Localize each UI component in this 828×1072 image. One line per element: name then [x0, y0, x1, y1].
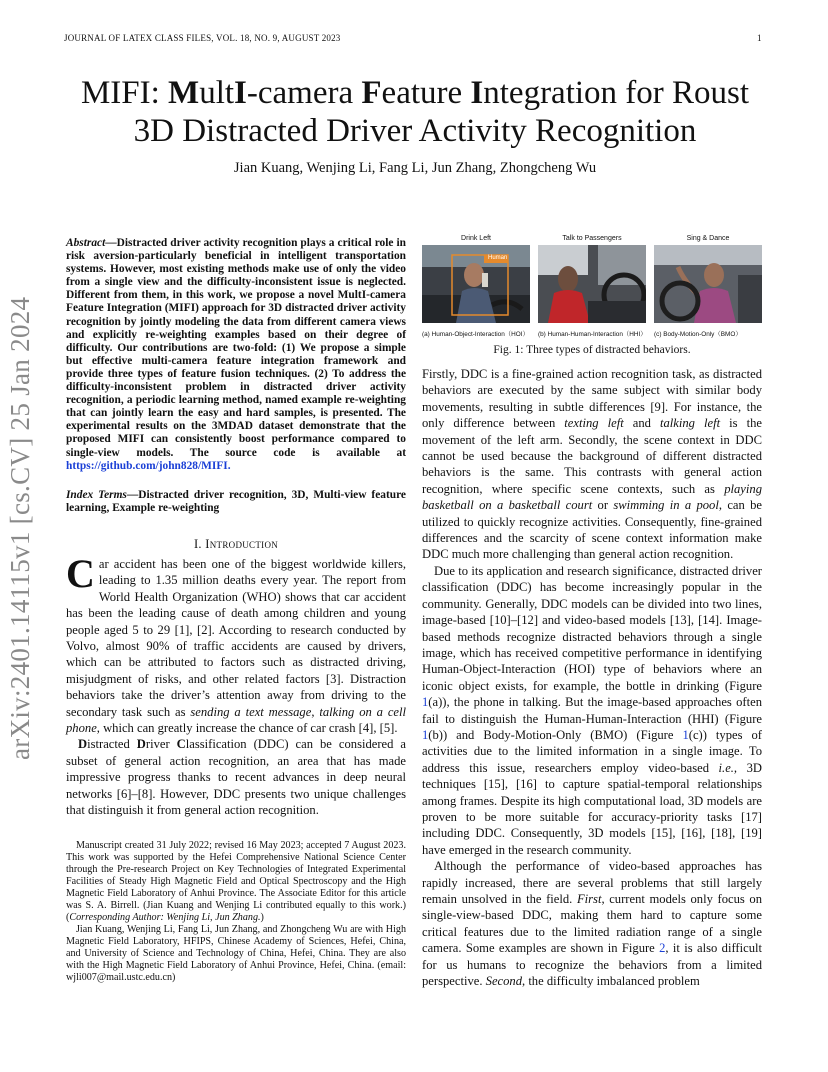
figure-ref-link[interactable]: 1	[682, 727, 689, 742]
title-part-bold: F	[361, 75, 382, 111]
text-emphasis: Corresponding Author: Wenjing Li, Jun Zhang.	[69, 912, 261, 923]
panel-top-label: Talk to Passengers	[562, 235, 622, 242]
index-terms-lead: Index Terms	[66, 489, 127, 501]
section-number: I.	[193, 537, 206, 551]
abstract	[66, 237, 406, 473]
panel-top-label: Sing & Dance	[686, 235, 730, 242]
figure-1	[422, 233, 762, 343]
right-paragraph-3	[422, 858, 762, 989]
text-run: ar accident has been one of the biggest worldwide killers, leading to 1.35 million deaths every year. The report from World Health Organization (WHO) shows that car accident has been the leading cause of death among children and young people aged 5 to 29 [1], [2]. According to research conducted by Volvo, almost 90% of traffic accidents are caused by drivers, which can be attributed to factors such as distracted driving, misjudgment of risks, and other related factors [3]. Distraction behaviors take the driver’s attention away from driving to the secondary task such as	[66, 557, 406, 719]
figure-panel-hoi	[422, 233, 530, 338]
driver-photo-sing	[654, 245, 762, 323]
driver-photo-talk	[538, 245, 646, 323]
abstract-text: —Distracted driver activity recognition plays a critical role in risk aversion-particularly beneficial in intelligent transportation systems. However, most existing methods make use of only the video from a single view and the difficulty-inconsistent issue is neglected. Different from them, in this work, we propose a novel MultI-camera Feature Integration (MIFI) approach for 3D distracted driver activity recognition by jointly modeling the data from different camera views and explicitly re-weighting examples based on their degree of difficulty. Our contributions are two-fold: (1) We propose a simple but effective multi-camera feature integration framework and provide three types of feature fusion techniques. (2) To address the difficulty-inconsistent problem in distracted driver activity recognition, a periodic learning method, named example re-weighting that can jointly learn the easy and hard samples, is presented. The experimental results on the 3MDAD dataset demonstrate that the proposed MIFI can consistently boost performance compared to single-view models. The source code is available at	[66, 237, 406, 459]
title-part-bold: I	[234, 75, 247, 111]
right-paragraph-1	[422, 366, 762, 563]
right-column-text	[422, 366, 762, 989]
footnote-paragraph-1	[66, 840, 406, 924]
section-title: Introduction	[205, 537, 279, 551]
text-emphasis: talking on a cell phone	[66, 704, 406, 736]
title-part: eature	[381, 75, 471, 111]
figure-ref-link[interactable]: 1	[422, 727, 429, 742]
text-run: , can be utilized to quickly recognize activities. Consequently, fine-grained differences and the scarcity of scene context information make DDC much more challenging than general action recognition.	[422, 498, 762, 562]
index-terms-text: —Distracted driver recognition, 3D, Multi-view feature learning, Example re-weighting	[66, 489, 406, 515]
title-part: ult	[199, 75, 235, 111]
figure-ref-link[interactable]: 2	[659, 941, 666, 956]
title-part: ntegration for Roust	[483, 75, 750, 111]
figure-panel-hhi	[538, 233, 646, 338]
intro-text	[66, 551, 407, 819]
text-run: (b)) and Body-Motion-Only (BMO) (Figure	[428, 727, 683, 742]
title-line-2: 3D Distracted Driver Activity Recognition	[133, 113, 697, 149]
text-run: , the difficulty imbalanced problem	[522, 974, 700, 989]
text-emphasis: swimming in a pool	[613, 498, 719, 513]
section-heading	[66, 537, 406, 552]
text-bold: D	[78, 737, 88, 752]
text-emphasis: texting left	[564, 416, 624, 431]
text-run: Manuscript created 31 July 2022; revised 16 May 2023; accepted 7 August 2023. This work was supported by the Hefei Comprehensive National Science Center through the Pre-research Project on Key Technologies of Integrated Experimental Facilities of Steady High Magnetic Field and Optical Spectroscopy and the High Magnetic Field Laboratory of Anhui Province. The Associate Editor for this article was S. A. Birrell. (Jian Kuang and Wenjing Li contributed equally to this work.) (	[66, 840, 406, 923]
text-emphasis: playing basketball on a basketball court	[422, 481, 762, 513]
panel-caption: (a) Human-Object-Interaction（HOI）	[422, 331, 529, 338]
figure-panel-bmo	[654, 233, 762, 338]
abstract-lead: Abstract	[66, 237, 106, 249]
index-terms	[66, 489, 406, 515]
arxiv-stamp: arXiv:2401.14115v1 [cs.CV] 25 Jan 2024	[5, 296, 35, 760]
page-number: 1	[757, 33, 762, 43]
title-line-1	[40, 74, 790, 112]
footnote-paragraph-2: Jian Kuang, Wenjing Li, Fang Li, Jun Zhang, and Zhongcheng Wu are with High Magnetic Field Laboratory, HFIPS, Chinese Academy of Sciences, Hefei, China, and University of Science and Technology of China, Hefei, China. They are also with the High Magnetic Field Laboratory of Anhui Province, Hefei, China. (email: wjli007@mail.ustc.edu.cn)	[66, 924, 406, 983]
text-bold: D	[136, 737, 146, 752]
text-run: 3D techniques [15], [16] to capture spatial-temporal relationships among frames. Despite its high computational load, 3D models are proven to be more suitable for accuracy-priority tasks [17] including DDC. Consequently, 3D models [15], [16], [18], [19] have emerged in the research community.	[422, 760, 762, 857]
drop-cap: C	[66, 551, 95, 596]
figure-caption: Fig. 1: Three types of distracted behaviors.	[493, 344, 691, 356]
human-tag: Human	[488, 255, 508, 261]
title-part: MIFI:	[80, 75, 169, 111]
text-run: Due to its application and research significance, distracted driver classification (DDC) has become increasingly popular in the community. Generally, DDC models can be divided into two lines, image-based [10]–[12] and video-based models [13], [14]. Image-based methods recognize distracted behaviors through a single image, which has received competitive performance in identifying Human-Object-Interaction (HOI) type of behaviors where an iconic object exists, for example, the bottle in drinking (Figure	[422, 563, 762, 693]
figure-ref-link[interactable]: 1	[422, 695, 429, 710]
text-emphasis: i.e.,	[718, 760, 738, 775]
text-run: , current models only focus on single-view-based DDC, making them hard to capture some critical features due to the limited radiation range of a single camera. Some examples are shown in Figure	[422, 892, 762, 956]
text-bold: C	[176, 737, 186, 752]
text-run: (a)), the phone in talking. But the image-based approaches often fail to distinguish the Human-Human-Interaction (HHI) (Figure	[422, 695, 762, 726]
text-run: is the movement of the left arm. Secondly, the scene context in DDC cannot be used because the background of different distracted behaviors is the same. This contrasts with general action recognition, where specific scene contexts, such as	[422, 416, 762, 496]
text-run: istracted	[87, 737, 137, 752]
driver-photo-drink	[422, 245, 530, 323]
text-emphasis: Second	[485, 974, 523, 989]
panel-top-label: Drink Left	[461, 235, 491, 242]
right-paragraph-2	[422, 563, 762, 858]
text-emphasis: First	[576, 892, 602, 906]
text-run: Although the performance of video-based approaches has rapidly increased, there are several problems that still largely remain unsolved in the field.	[422, 859, 762, 906]
text-run: and	[623, 416, 660, 431]
text-run: river	[145, 737, 177, 752]
panel-caption: (c) Body-Motion-Only（BMO）	[654, 331, 742, 338]
panel-caption: (b) Human-Human-Interaction（HHI）	[538, 331, 647, 338]
source-code-link[interactable]: https://github.com/john828/MIFI.	[66, 459, 231, 472]
title-part: -camera	[246, 75, 362, 111]
text-emphasis: talking left	[659, 416, 721, 431]
text-run: , it is also difficult for us humans to recognize the behaviors from a limited perspective.	[422, 941, 762, 989]
text-run: or	[592, 498, 614, 513]
text-run: ,	[311, 704, 320, 719]
title-part-bold: I	[470, 75, 484, 111]
text-run: lassification (DDC) can be considered a subset of general action recognition, an area that has made impressive progress thanks to recent advances in deep neural networks [6]–[8]. However, DDC presents two unique challenges that distinguish it from general action recognition.	[66, 737, 407, 818]
intro-paragraph-1	[66, 551, 406, 736]
text-run: )	[260, 912, 264, 923]
text-emphasis: sending a text message	[190, 704, 312, 719]
text-run: (c)) types of activities due to the limited information in a single image. To address this issue, researchers employ video-based	[422, 727, 762, 775]
footnote	[66, 840, 406, 984]
text-run: Firstly, DDC is a fine-grained action recognition task, as distracted behaviors are executed by the same subject with similar body movements, resulting in subtle differences [9]. For instance, the only difference between	[422, 367, 762, 431]
journal-header: JOURNAL OF LATEX CLASS FILES, VOL. 18, NO. 9, AUGUST 2023	[64, 33, 341, 43]
text-run: , which can greatly increase the chance of car crash [4], [5].	[96, 721, 398, 736]
paper-title	[40, 74, 790, 150]
intro-paragraph-2	[66, 736, 406, 818]
title-part-bold: M	[168, 75, 200, 111]
author-list: Jian Kuang, Wenjing Li, Fang Li, Jun Zhang, Zhongcheng Wu	[233, 160, 597, 176]
